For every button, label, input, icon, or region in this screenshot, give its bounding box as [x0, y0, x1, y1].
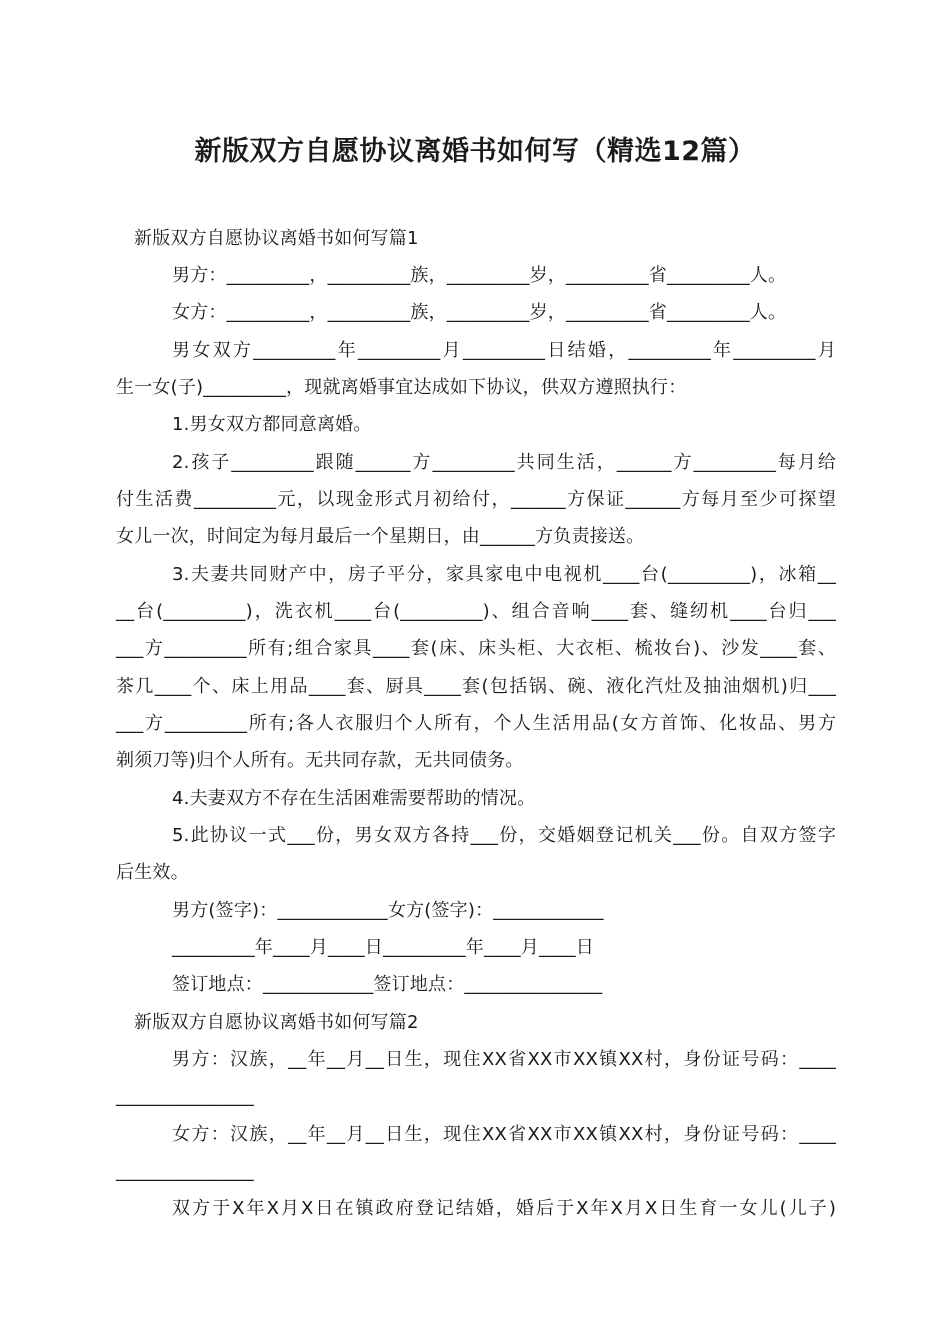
paragraph-line: 女方：_________，_________族，_________岁，_________省_________人。 [172, 302, 787, 323]
paragraph-line: __台(_________)，洗衣机____台(_________)、组合音响____套、缝纫机____台归___ [116, 601, 836, 622]
paragraph-line: 女方：汉族，__年__月__日生，现住XX省XX市XX镇XX村，身份证号码：____ [172, 1124, 836, 1145]
paragraph-line: 男方：汉族，__年__月__日生，现住XX省XX市XX镇XX村，身份证号码：____ [172, 1049, 836, 1070]
paragraph-line: ___方_________所有;组合家具____套(床、床头柜、大衣柜、梳妆台)、沙发____套、 [116, 638, 836, 659]
signature-line: 男方(签字)：____________女方(签字)：____________ [172, 900, 604, 921]
paragraph-line: 5.此协议一式___份，男女双方各持___份，交婚姻登记机关___份。自双方签字 [172, 825, 836, 846]
paragraph-line: ___方_________所有;各人衣服归个人所有，个人生活用品(女方首饰、化妆品、男方 [116, 713, 836, 734]
paragraph-line: 后生效。 [116, 862, 189, 883]
paragraph-line: 3.夫妻共同财产中，房子平分，家具家电中电视机____台(_________)，冰箱__ [172, 564, 836, 585]
paragraph-line: 付生活费_________元，以现金形式月初给付，______方保证______方每月至少可探望 [116, 489, 836, 510]
paragraph-line: 2.孩子_________跟随______方_________共同生活，______方_________每月给 [172, 452, 836, 473]
paragraph-line: 生一女(子)_________，现就离婚事宜达成如下协议，供双方遵照执行： [116, 377, 687, 398]
paragraph-line: 双方于X年X月X日在镇政府登记结婚，婚后于X年X月X日生育一女儿(儿子) [172, 1198, 836, 1219]
document-title: 新版双方自愿协议离婚书如何写（精选12篇） [194, 136, 756, 167]
paragraph-line: _______________ [116, 1161, 254, 1182]
paragraph-line: 1.男女双方都同意离婚。 [172, 414, 372, 435]
paragraph-line: 4.夫妻双方不存在生活困难需要帮助的情况。 [172, 788, 536, 809]
section-heading: 新版双方自愿协议离婚书如何写篇1 [134, 228, 419, 249]
paragraph-line: 女儿一次，时间定为每月最后一个星期日，由______方负责接送。 [116, 526, 645, 547]
date-line: _________年____月____日_________年____月____日 [172, 937, 594, 958]
paragraph-line: _______________ [116, 1086, 254, 1107]
paragraph-line: 男方：_________，_________族，_________岁，_________省_________人。 [172, 265, 787, 286]
paragraph-line: 茶几____个、床上用品____套、厨具____套(包括锅、碗、液化汽灶及抽油烟机)归___ [116, 676, 836, 697]
section-heading: 新版双方自愿协议离婚书如何写篇2 [134, 1012, 419, 1033]
paragraph-line: 剃须刀等)归个人所有。无共同存款，无共同债务。 [116, 750, 524, 771]
paragraph-line: 男女双方_________年_________月_________日结婚，_________年_________月 [172, 340, 836, 361]
location-line: 签订地点：____________签订地点：_______________ [172, 974, 603, 995]
